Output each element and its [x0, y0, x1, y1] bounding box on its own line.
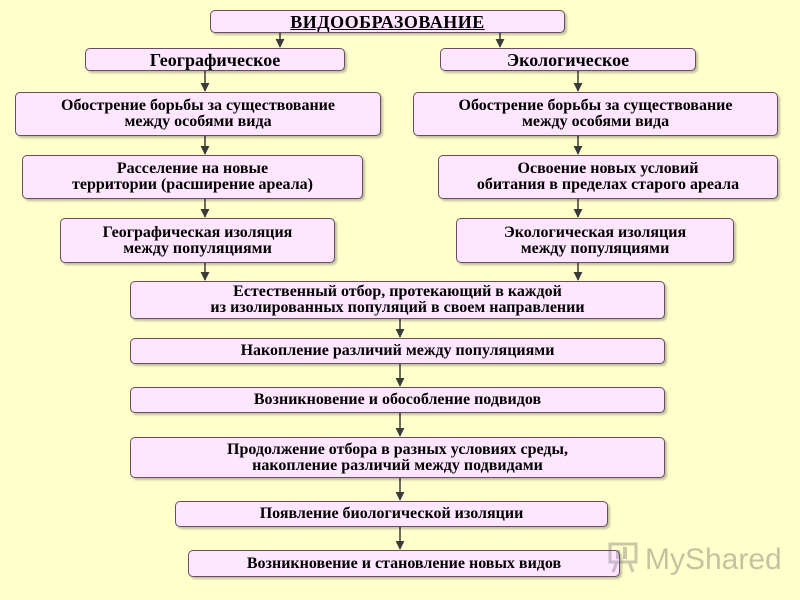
common-step-biological-isolation: Появление биологической изоляции	[175, 501, 608, 527]
common-step-accumulation: Накопление различий между популяциями	[130, 338, 665, 364]
common-step-natural-selection: Естественный отбор, протекающий в каждой из изолированных популяций в своем направлении	[130, 281, 665, 319]
common-step-continued-selection: Продолжение отбора в разных условиях среды, накопление различий между подвидами	[130, 437, 665, 478]
common-step-subspecies: Возникновение и обособление подвидов	[130, 387, 665, 413]
common-step-new-species: Возникновение и становление новых видов	[188, 550, 620, 577]
geographic-step-dispersal: Расселение на новые территории (расширение ареала)	[22, 155, 363, 199]
geographic-header: Географическое	[85, 48, 345, 71]
presentation-board-icon	[607, 540, 641, 579]
diagram-title: ВИДООБРАЗОВАНИЕ	[210, 10, 565, 33]
geographic-step-struggle: Обострение борьбы за существование между особями вида	[15, 92, 381, 136]
watermark-logo	[607, 540, 782, 579]
ecological-header: Экологическое	[440, 48, 696, 71]
geographic-step-isolation: Географическая изоляция между популяциями	[60, 218, 335, 263]
ecological-step-struggle: Обострение борьбы за существование между особями вида	[413, 92, 778, 136]
ecological-step-isolation: Экологическая изоляция между популяциями	[456, 218, 734, 263]
ecological-step-new-conditions: Освоение новых условий обитания в пределах старого ареала	[438, 155, 778, 199]
watermark-text: MyShared	[645, 542, 782, 576]
